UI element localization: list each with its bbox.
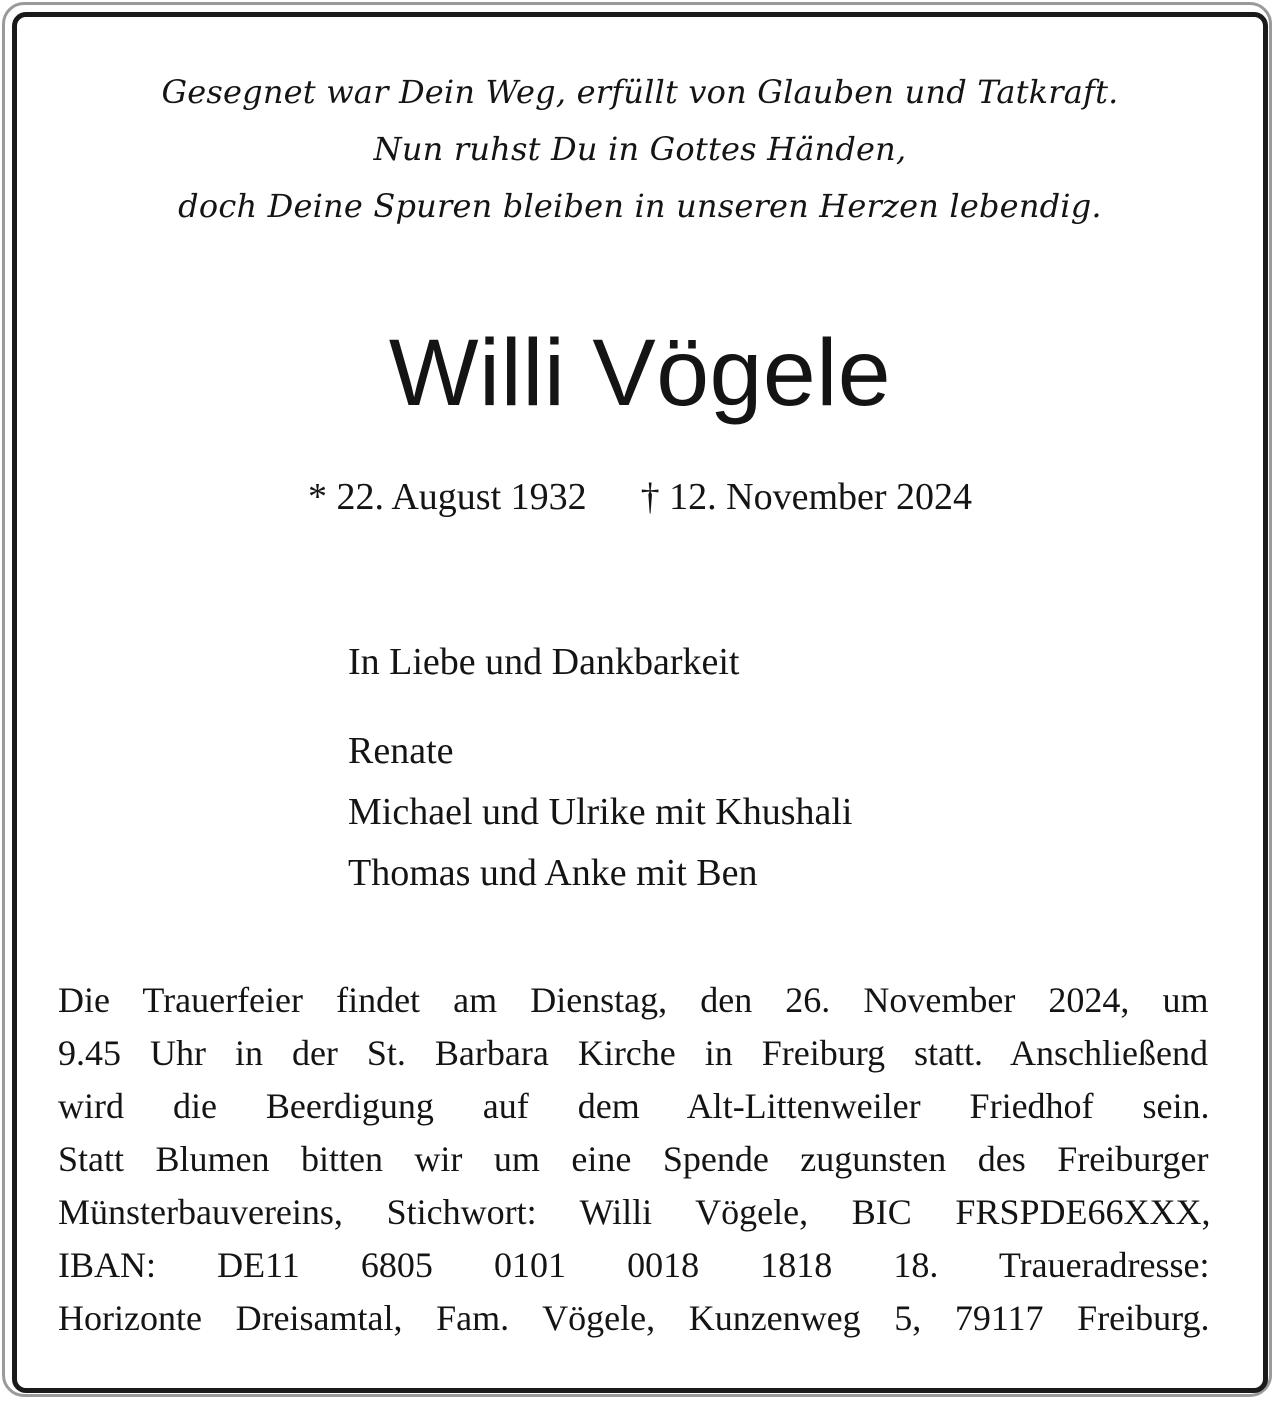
verse-line: Nun ruhst Du in Gottes Händen, [373, 130, 907, 168]
verse-line: Gesegnet war Dein Weg, erfüllt von Glauben und Tatkraft. [161, 73, 1119, 111]
mourner-name: Michael und Ulrike mit Khushali [348, 791, 853, 833]
funeral-notice [58, 974, 1213, 1345]
notice-line: Statt Blumen bitten wir um eine Spende zugunsten des Freiburger [58, 1139, 1209, 1179]
life-dates [0, 474, 1280, 520]
notice-line: Die Trauerfeier findet am Dienstag, den 26. November 2024, um [58, 980, 1209, 1020]
mourner-name: Thomas und Anke mit Ben [348, 852, 758, 894]
birth-date: * 22. August 1932 [307, 476, 587, 518]
notice-line: Münsterbauvereins, Stichwort: Willi Vögele, BIC FRSPDE66XXX, [58, 1192, 1211, 1232]
notice-line: wird die Beerdigung auf dem Alt-Littenweiler Friedhof sein. [58, 1086, 1210, 1126]
death-date: † 12. November 2024 [640, 476, 973, 518]
deceased-name: Willi Vögele [388, 320, 892, 426]
notice-line: Horizonte Dreisamtal, Fam. Vögele, Kunzenweg 5, 79117 Freiburg. [58, 1298, 1210, 1338]
mourner-name: Renate [348, 730, 454, 772]
verse-block [40, 64, 1240, 235]
verse-line: doch Deine Spuren bleiben in unseren Herzen lebendig. [178, 187, 1102, 225]
mourners-block [348, 632, 852, 904]
notice-line: 9.45 Uhr in der St. Barbara Kirche in Freiburg statt. Anschließend [58, 1033, 1208, 1073]
notice-line: IBAN: DE11 6805 0101 0018 1818 18. Traueradresse: [58, 1245, 1210, 1285]
mourners-intro: In Liebe und Dankbarkeit [348, 641, 740, 683]
